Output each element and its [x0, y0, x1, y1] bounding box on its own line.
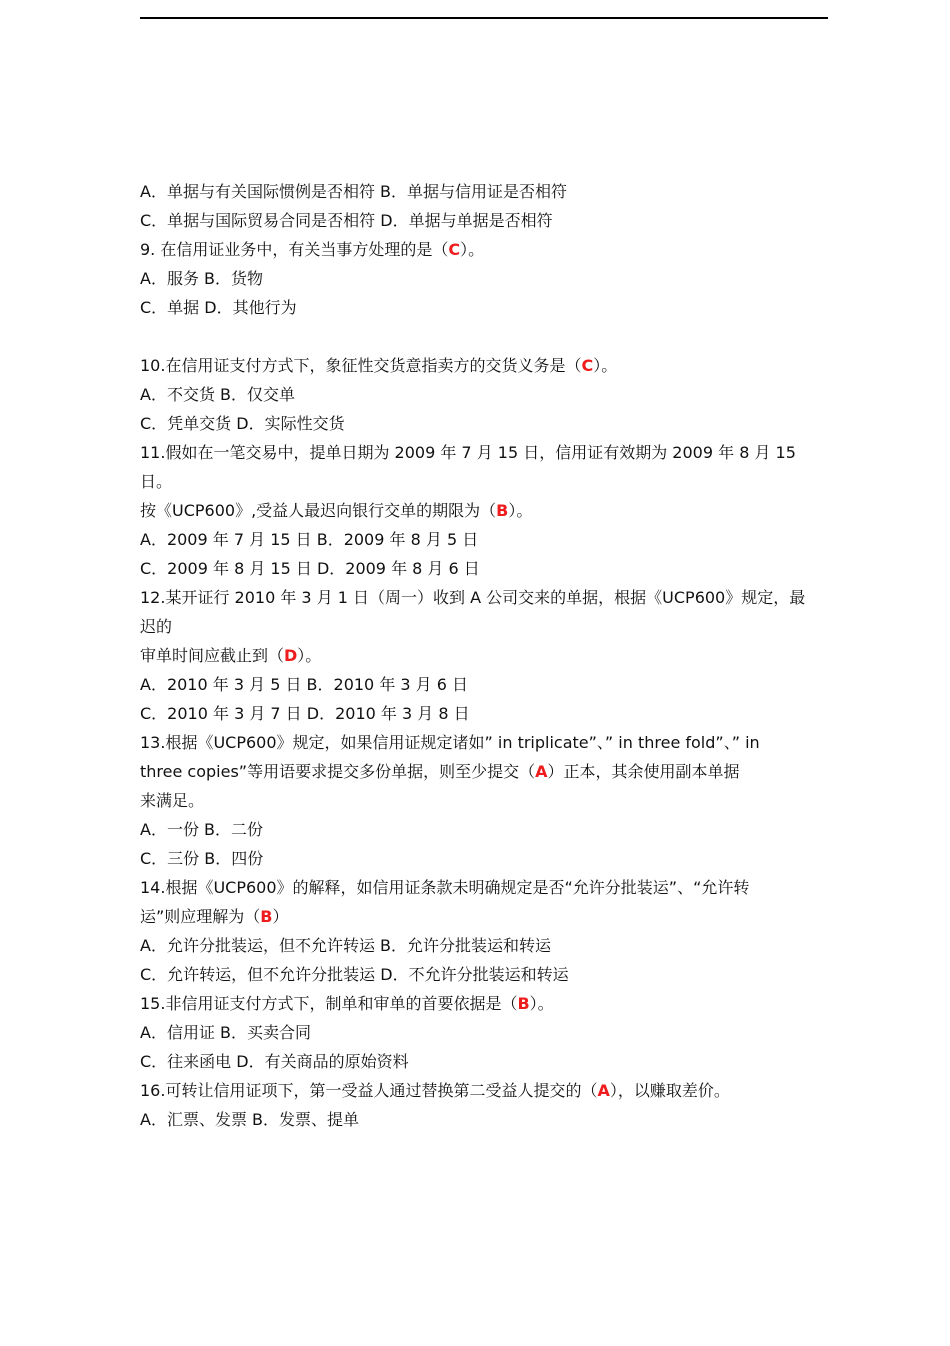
line-text: C．2010 年 3 月 7 日 D．2010 年 3 月 8 日	[140, 704, 470, 723]
line-text: A．2010 年 3 月 5 日 B．2010 年 3 月 6 日	[140, 675, 469, 694]
text-line	[140, 960, 830, 989]
line-text: C．单据与国际贸易合同是否相符 D．单据与单据是否相符	[140, 211, 553, 230]
answer-letter: B	[496, 501, 509, 520]
answer-letter: A	[597, 1081, 610, 1100]
answer-letter: B	[260, 907, 273, 926]
line-text: A．单据与有关国际惯例是否相符 B．单据与信用证是否相符	[140, 182, 568, 201]
text-line	[140, 380, 830, 409]
document-body	[140, 177, 830, 1134]
line-text: 15.非信用证支付方式下，制单和审单的首要依据是（	[140, 994, 518, 1013]
line-text: ）。	[593, 356, 618, 375]
text-line	[140, 728, 830, 757]
text-line	[140, 496, 830, 525]
text-line	[140, 873, 830, 902]
text-line	[140, 409, 830, 438]
line-text: 16.可转让信用证项下，第一受益人通过替换第二受益人提交的（	[140, 1081, 598, 1100]
text-line	[140, 206, 830, 235]
header-rule	[140, 17, 828, 19]
text-line	[140, 1018, 830, 1047]
line-text: ）	[272, 907, 289, 926]
line-text: C．三份 B．四份	[140, 849, 264, 868]
line-text: C．往来函电 D．有关商品的原始资料	[140, 1052, 409, 1071]
text-line	[140, 525, 830, 554]
line-text: A．服务 B．货物	[140, 269, 264, 288]
text-line	[140, 786, 830, 815]
line-text: 14.根据《UCP600》的解释，如信用证条款未明确规定是否“允许分批装运”、“允许转	[140, 878, 750, 897]
line-text: A．允许分批装运，但不允许转运 B．允许分批装运和转运	[140, 936, 552, 955]
answer-letter: C	[581, 356, 594, 375]
text-line	[140, 641, 830, 670]
text-line	[140, 438, 830, 467]
answer-letter: D	[284, 646, 298, 665]
line-text: ），以赚取差价。	[609, 1081, 730, 1100]
line-text: ）正本，其余使用副本单据	[547, 762, 740, 781]
line-text: A．2009 年 7 月 15 日 B．2009 年 8 月 5 日	[140, 530, 479, 549]
text-line	[140, 293, 830, 322]
line-text: 来满足。	[140, 791, 205, 810]
text-line	[140, 554, 830, 583]
line-text: C．单据 D．其他行为	[140, 298, 297, 317]
text-line	[140, 351, 830, 380]
text-line	[140, 931, 830, 960]
line-text: 迟的	[140, 617, 173, 636]
line-text: C．允许转运，但不允许分批装运 D．不允许分批装运和转运	[140, 965, 569, 984]
line-text: C．凭单交货 D．实际性交货	[140, 414, 345, 433]
text-line	[140, 844, 830, 873]
line-text: 11.假如在一笔交易中，提单日期为 2009 年 7 月 15 日，信用证有效期为 2009 年 8 月 15	[140, 443, 796, 462]
line-text: 按《UCP600》,受益人最迟向银行交单的期限为（	[140, 501, 497, 520]
text-line	[140, 989, 830, 1018]
line-text: 12.某开证行 2010 年 3 月 1 日（周一）收到 A 公司交来的单据，根据《UCP600》规定，最	[140, 588, 806, 607]
line-text: 日。	[140, 472, 173, 491]
line-text: 9. 在信用证业务中，有关当事方处理的是（	[140, 240, 449, 259]
line-text: 运”则应理解为（	[140, 907, 261, 926]
text-line	[140, 1105, 830, 1134]
text-line	[140, 1076, 830, 1105]
answer-letter: C	[448, 240, 461, 259]
text-line	[140, 583, 830, 612]
line-text: ）。	[460, 240, 485, 259]
text-line	[140, 670, 830, 699]
line-text: ）。	[529, 994, 554, 1013]
answer-letter: A	[535, 762, 548, 781]
text-line	[140, 235, 830, 264]
text-line	[140, 467, 830, 496]
text-line	[140, 699, 830, 728]
line-text: 审单时间应截止到（	[140, 646, 285, 665]
line-text: A．不交货 B．仅交单	[140, 385, 296, 404]
line-text: 13.根据《UCP600》规定，如果信用证规定诸如” in triplicate”、” in three fold”、” in	[140, 733, 760, 752]
text-line	[140, 177, 830, 206]
line-text: ）。	[297, 646, 322, 665]
line-text: three copies”等用语要求提交多份单据，则至少提交（	[140, 762, 536, 781]
text-line	[140, 815, 830, 844]
line-text: 10.在信用证支付方式下，象征性交货意指卖方的交货义务是（	[140, 356, 582, 375]
text-line	[140, 612, 830, 641]
text-line	[140, 264, 830, 293]
blank-line	[140, 322, 830, 351]
text-line	[140, 757, 830, 786]
answer-letter: B	[517, 994, 530, 1013]
line-text: A．信用证 B．买卖合同	[140, 1023, 312, 1042]
line-text: ）。	[508, 501, 533, 520]
text-line	[140, 1047, 830, 1076]
line-text: A．一份 B．二份	[140, 820, 264, 839]
line-text: C．2009 年 8 月 15 日 D．2009 年 8 月 6 日	[140, 559, 480, 578]
text-line	[140, 902, 830, 931]
line-text: A．汇票、发票 B．发票、提单	[140, 1110, 360, 1129]
